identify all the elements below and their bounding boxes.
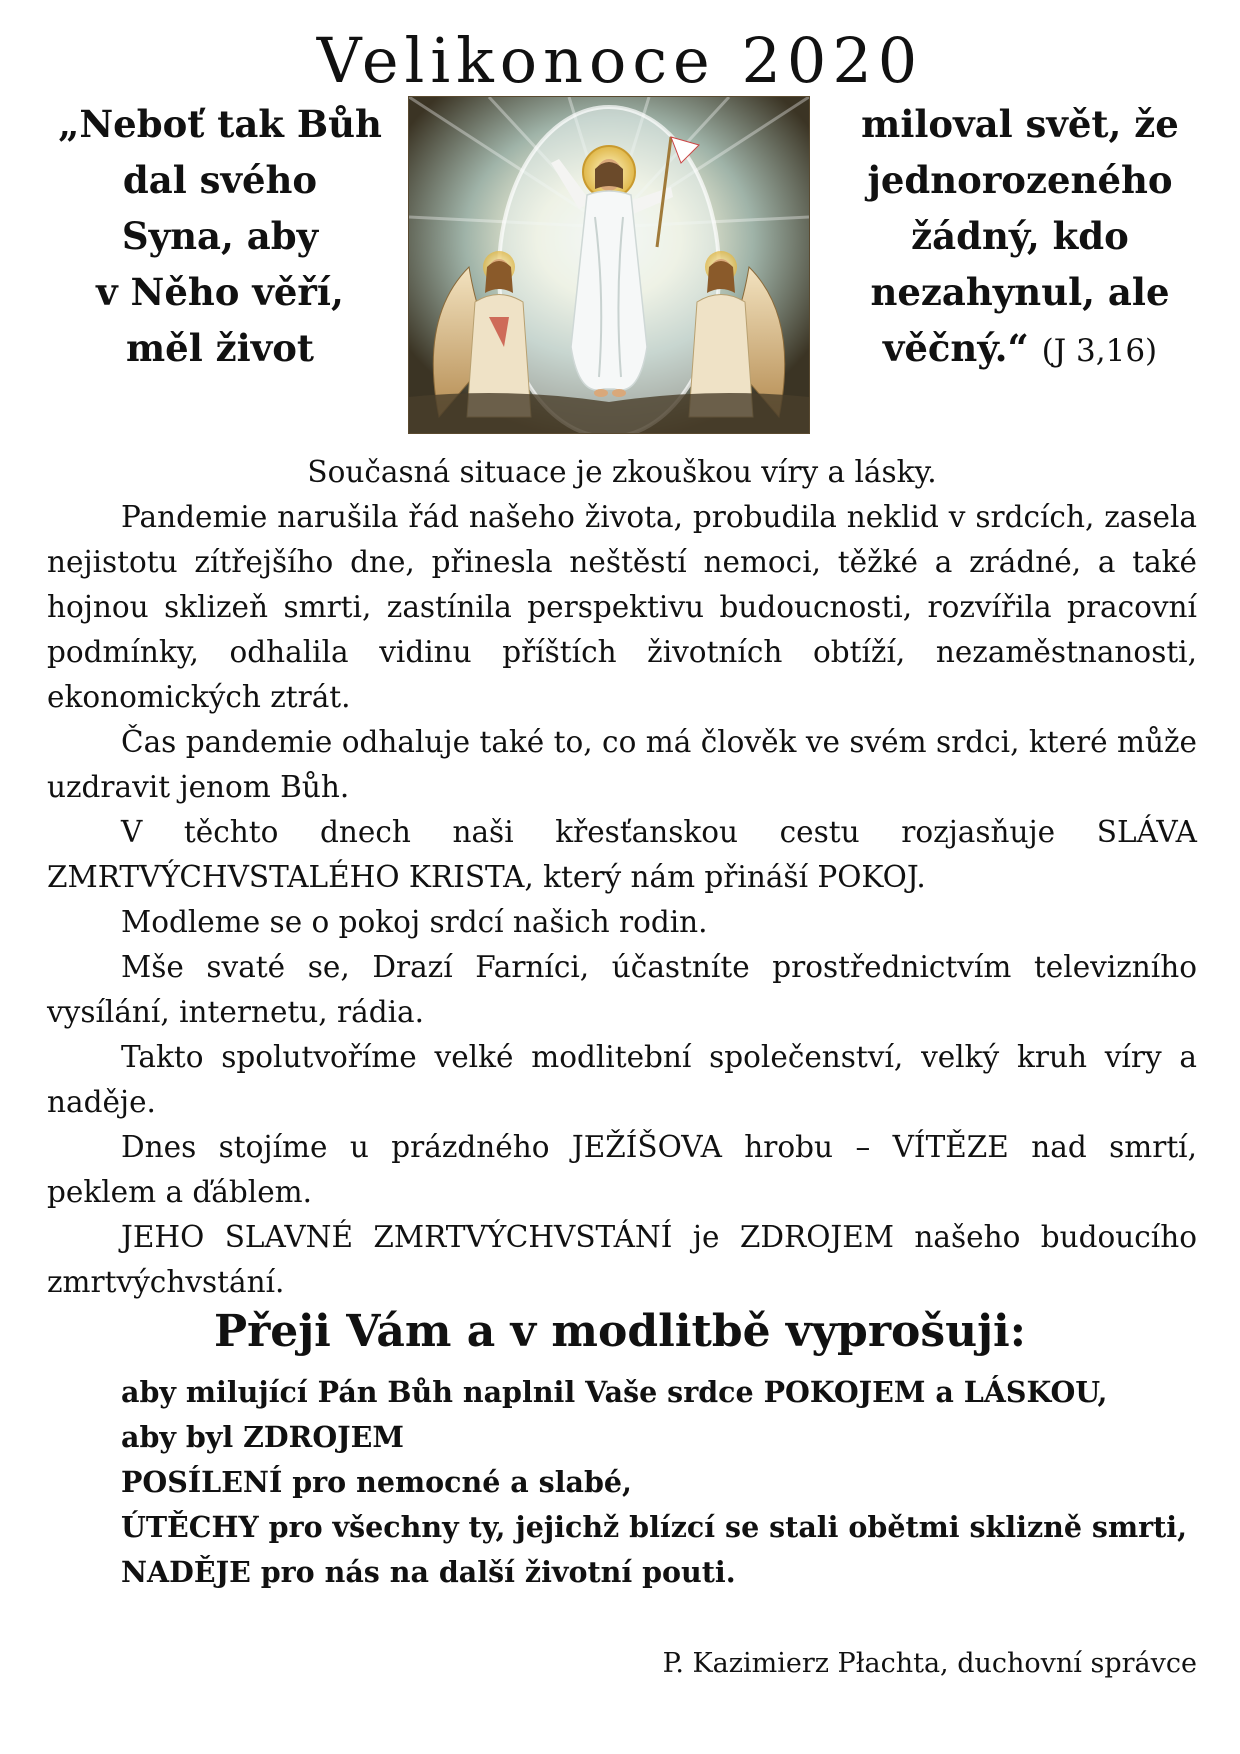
verse-line: nezahynul, ale: [870, 270, 1170, 314]
signature: P. Kazimierz Płachta, duchovní správce: [662, 1648, 1197, 1679]
wish-item: aby byl ZDROJEM: [121, 1420, 404, 1454]
resurrection-image: [408, 96, 810, 434]
verse-line: Syna, aby: [121, 214, 319, 258]
paragraph: Dnes stojíme u prázdného JEŽÍŠOVA hrobu – VÍTĚZE nad smrtí, peklem a ďáblem.: [47, 1130, 1197, 1209]
wish-item: POSÍLENÍ pro nemocné a slabé,: [121, 1465, 632, 1499]
wish-item: ÚTĚCHY pro všechny ty, jejichž blízcí se stali obětmi sklizně smrti,: [121, 1510, 1188, 1544]
verse-line: žádný, kdo: [911, 214, 1129, 258]
paragraph: Modleme se o pokoj srdcí našich rodin.: [121, 905, 708, 939]
paragraph: Mše svaté se, Drazí Farníci, účastníte prostřednictvím televizního vysílání, internetu, rádia.: [47, 950, 1197, 1029]
paragraph: Pandemie narušila řád našeho života, probudila neklid v srdcích, zasela nejistotu zítřejšího dne, přinesla neštěstí nemoci, těžké a zrádné, a také hojnou sklizeň smrti, zastínila perspektivu budoucnosti, rozvířila pracovní podmínky, odhalila vidinu příštích životních obtíží, nezaměstnanosti, ekonomických ztrát.: [47, 500, 1197, 714]
verse-line: miloval svět, že: [861, 102, 1179, 146]
verse-line: „Neboť tak Bůh: [58, 102, 382, 146]
wish-list: [47, 1370, 1197, 1595]
wish-heading: Přeji Vám a v modlitbě vyprošuji:: [214, 1306, 1026, 1357]
verse-right-column: [830, 96, 1210, 379]
verse-line-text: věčný.“: [882, 326, 1029, 370]
verse-line: v Něho věří,: [96, 270, 344, 314]
paragraph: Čas pandemie odhaluje také to, co má člověk ve svém srdci, které může uzdravit jenom Bůh.: [47, 725, 1197, 804]
intro-line: Současná situace je zkouškou víry a lásky.: [307, 455, 937, 489]
paragraph: Takto spolutvoříme velké modlitební společenství, velký kruh víry a naděje.: [47, 1040, 1197, 1119]
verse-line: měl život: [126, 326, 314, 370]
paragraph: V těchto dnech naši křesťanskou cestu rozjasňuje SLÁVA ZMRTVÝCHVSTALÉHO KRISTA, který nám přináší POKOJ.: [47, 815, 1197, 894]
wish-item: aby milující Pán Bůh naplnil Vaše srdce POKOJEM a LÁSKOU,: [121, 1375, 1108, 1409]
paragraph: JEHO SLAVNÉ ZMRTVÝCHVSTÁNÍ je ZDROJEM našeho budoucího zmrtvýchvstání.: [47, 1220, 1197, 1299]
wish-item: NADĚJE pro nás na další životní pouti.: [121, 1555, 736, 1589]
verse-line: jednorozeného: [867, 158, 1173, 202]
verse-line: dal svého: [122, 158, 318, 202]
resurrection-illustration: [409, 97, 809, 433]
verse-line-last: [830, 320, 1210, 379]
page-title: Velikonoce 2020: [316, 24, 924, 97]
verse-left-column: [40, 96, 400, 376]
verse-reference: (J 3,16): [1041, 333, 1158, 369]
body-text: [47, 450, 1197, 1305]
